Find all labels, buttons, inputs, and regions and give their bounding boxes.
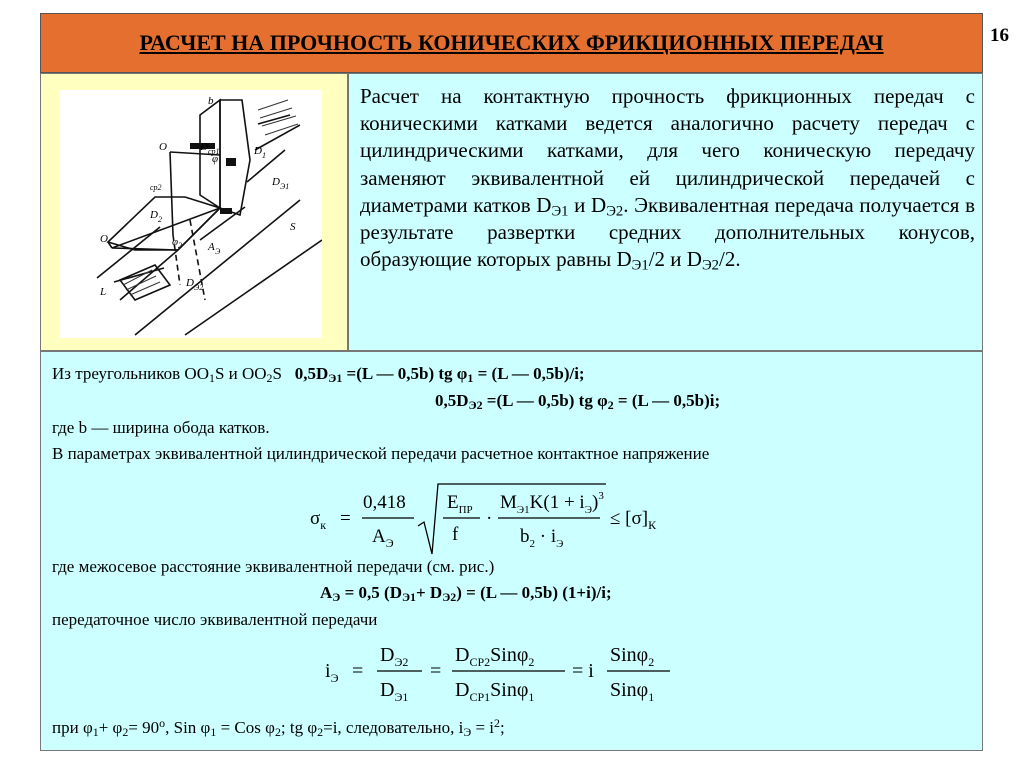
label-d2-sub: 2 xyxy=(158,215,162,224)
svg-text:≤ [σ]К: ≤ $[\sigma]_К$ xyxy=(610,508,657,532)
label-cp2: ср2 xyxy=(150,183,162,192)
formula-ae: $A_Э = 0,5$ $(D_{Э1}+ D_{Э2}) = (L$ — 0,5b) (1+i)/i; xyxy=(320,583,612,604)
label-de1: D xyxy=(272,176,280,188)
svg-text:σк: $\sigma_к$ xyxy=(310,508,327,532)
center-distance-note: где межосевое расстояние эквивалентной передачи (см. рис.) xyxy=(52,557,495,576)
svg-text:=: = xyxy=(352,660,364,682)
svg-text:Sinφ1: Sinφ$_1$ xyxy=(610,679,655,704)
label-b: b xyxy=(208,95,214,107)
label-ae-sub: Э xyxy=(215,247,221,256)
svg-text:DСР1Sinφ1: $D_{СР1}Sin\varphi_1$ xyxy=(455,679,535,704)
svg-text:iЭ: $i_Э$ xyxy=(325,660,339,685)
svg-text:·: · xyxy=(486,508,493,529)
title-bar xyxy=(40,13,983,73)
svg-text:MЭ1K(1 + iЭ)3: $M_{Э1}K(1 + i_Э)^3$ xyxy=(500,490,604,516)
svg-text:f: f xyxy=(452,524,459,545)
label-ae: A xyxy=(208,241,215,253)
bevel-gear-diagram xyxy=(60,90,322,338)
ratio-intro: передаточное число эквивалентной передачи xyxy=(52,610,378,629)
formula-de2: $0,5D_{Э2} =(L$ — 0,5b) tg $\varphi_2 = (L$ — 0,5b)i; xyxy=(435,391,721,412)
label-d2: D xyxy=(150,209,158,221)
svg-text:AЭ: $A_Э$ xyxy=(372,526,394,550)
gear-ratio-formula xyxy=(320,636,680,708)
label-de2-sub: Э2 xyxy=(194,283,204,292)
label-d-cp1: D xyxy=(200,141,208,153)
label-de2: D xyxy=(186,277,194,289)
svg-text:Sinφ2: Sinφ$_2$ xyxy=(610,644,655,669)
svg-text:=: = xyxy=(340,508,351,529)
label-s: S xyxy=(290,221,296,233)
width-note: где b — ширина обода катков. xyxy=(52,418,270,437)
label-d1-sub: 1 xyxy=(262,151,266,160)
intro-paragraph: Расчет на контактную прочность фрикционных передач с коническими катками ведется аналогично расчету передач с цилиндрическими катками, для чего коническую передачу заменяют эквивалентной ей цилиндрической передачей с диаметрами катков $D_{Э1}$ и $D_{Э2}$. Эквивалентная передача получается в результате развертки средних дополнительных конусов, образующие которых равны $D_{Э1}/2$ и $D_{Э2}/2$. xyxy=(360,84,975,274)
svg-text:DСР2Sinφ2: $D_{СР2}Sin\varphi_2$ xyxy=(455,644,535,669)
label-l: L xyxy=(100,286,107,298)
svg-text:= i: = i xyxy=(572,660,594,682)
label-d1: D xyxy=(254,145,262,157)
label-o: O xyxy=(100,233,108,245)
svg-text:DЭ2: $D_{Э2}$ xyxy=(380,644,409,669)
label-phi2: φ xyxy=(172,236,179,248)
svg-text:=: = xyxy=(430,660,442,682)
svg-text:0,418: 0,418 xyxy=(363,492,406,513)
contact-stress-formula xyxy=(310,478,690,556)
svg-text:b2 · iЭ: $b_2 \cdot i_Э$ xyxy=(520,526,564,550)
stress-intro: В параметрах эквивалентной цилиндрической передачи расчетное контактное напряжение xyxy=(52,444,710,463)
page-number: 16 xyxy=(990,25,1009,46)
svg-text:DЭ1: $D_{Э1}$ xyxy=(380,679,409,704)
label-phi1: φ xyxy=(212,153,219,165)
conclusion-line: при $\varphi_1+ \varphi_2= 90^o$, Sin $\varphi_1$ = Cos $\varphi_2$; tg $\varphi_2=i$, следовательно, $i_Э = i^2$; xyxy=(52,716,505,739)
label-phi2-sub: 2 xyxy=(178,241,182,250)
label-d-cp1-sub: ср1 xyxy=(208,147,220,156)
triangles-line: Из треугольников $OO_1S$ и $OO_2S$ $0,5D_{Э1} =(L$ — 0,5b) tg $\varphi_1 = (L$ — 0,5b)/i; xyxy=(52,364,585,385)
formula-de1: $0,5D_{Э1} =(L$ — 0,5b) tg $\varphi_1 = (L$ — 0,5b)/i; xyxy=(294,364,585,385)
slide-title: РАСЧЕТ НА ПРОЧНОСТЬ КОНИЧЕСКИХ ФРИКЦИОННЫХ ПЕРЕДАЧ xyxy=(139,30,884,55)
label-o1: O xyxy=(159,141,167,153)
svg-text:EПР: $E_{ПР}$ xyxy=(447,492,473,516)
label-de1-sub: Э1 xyxy=(280,182,290,191)
